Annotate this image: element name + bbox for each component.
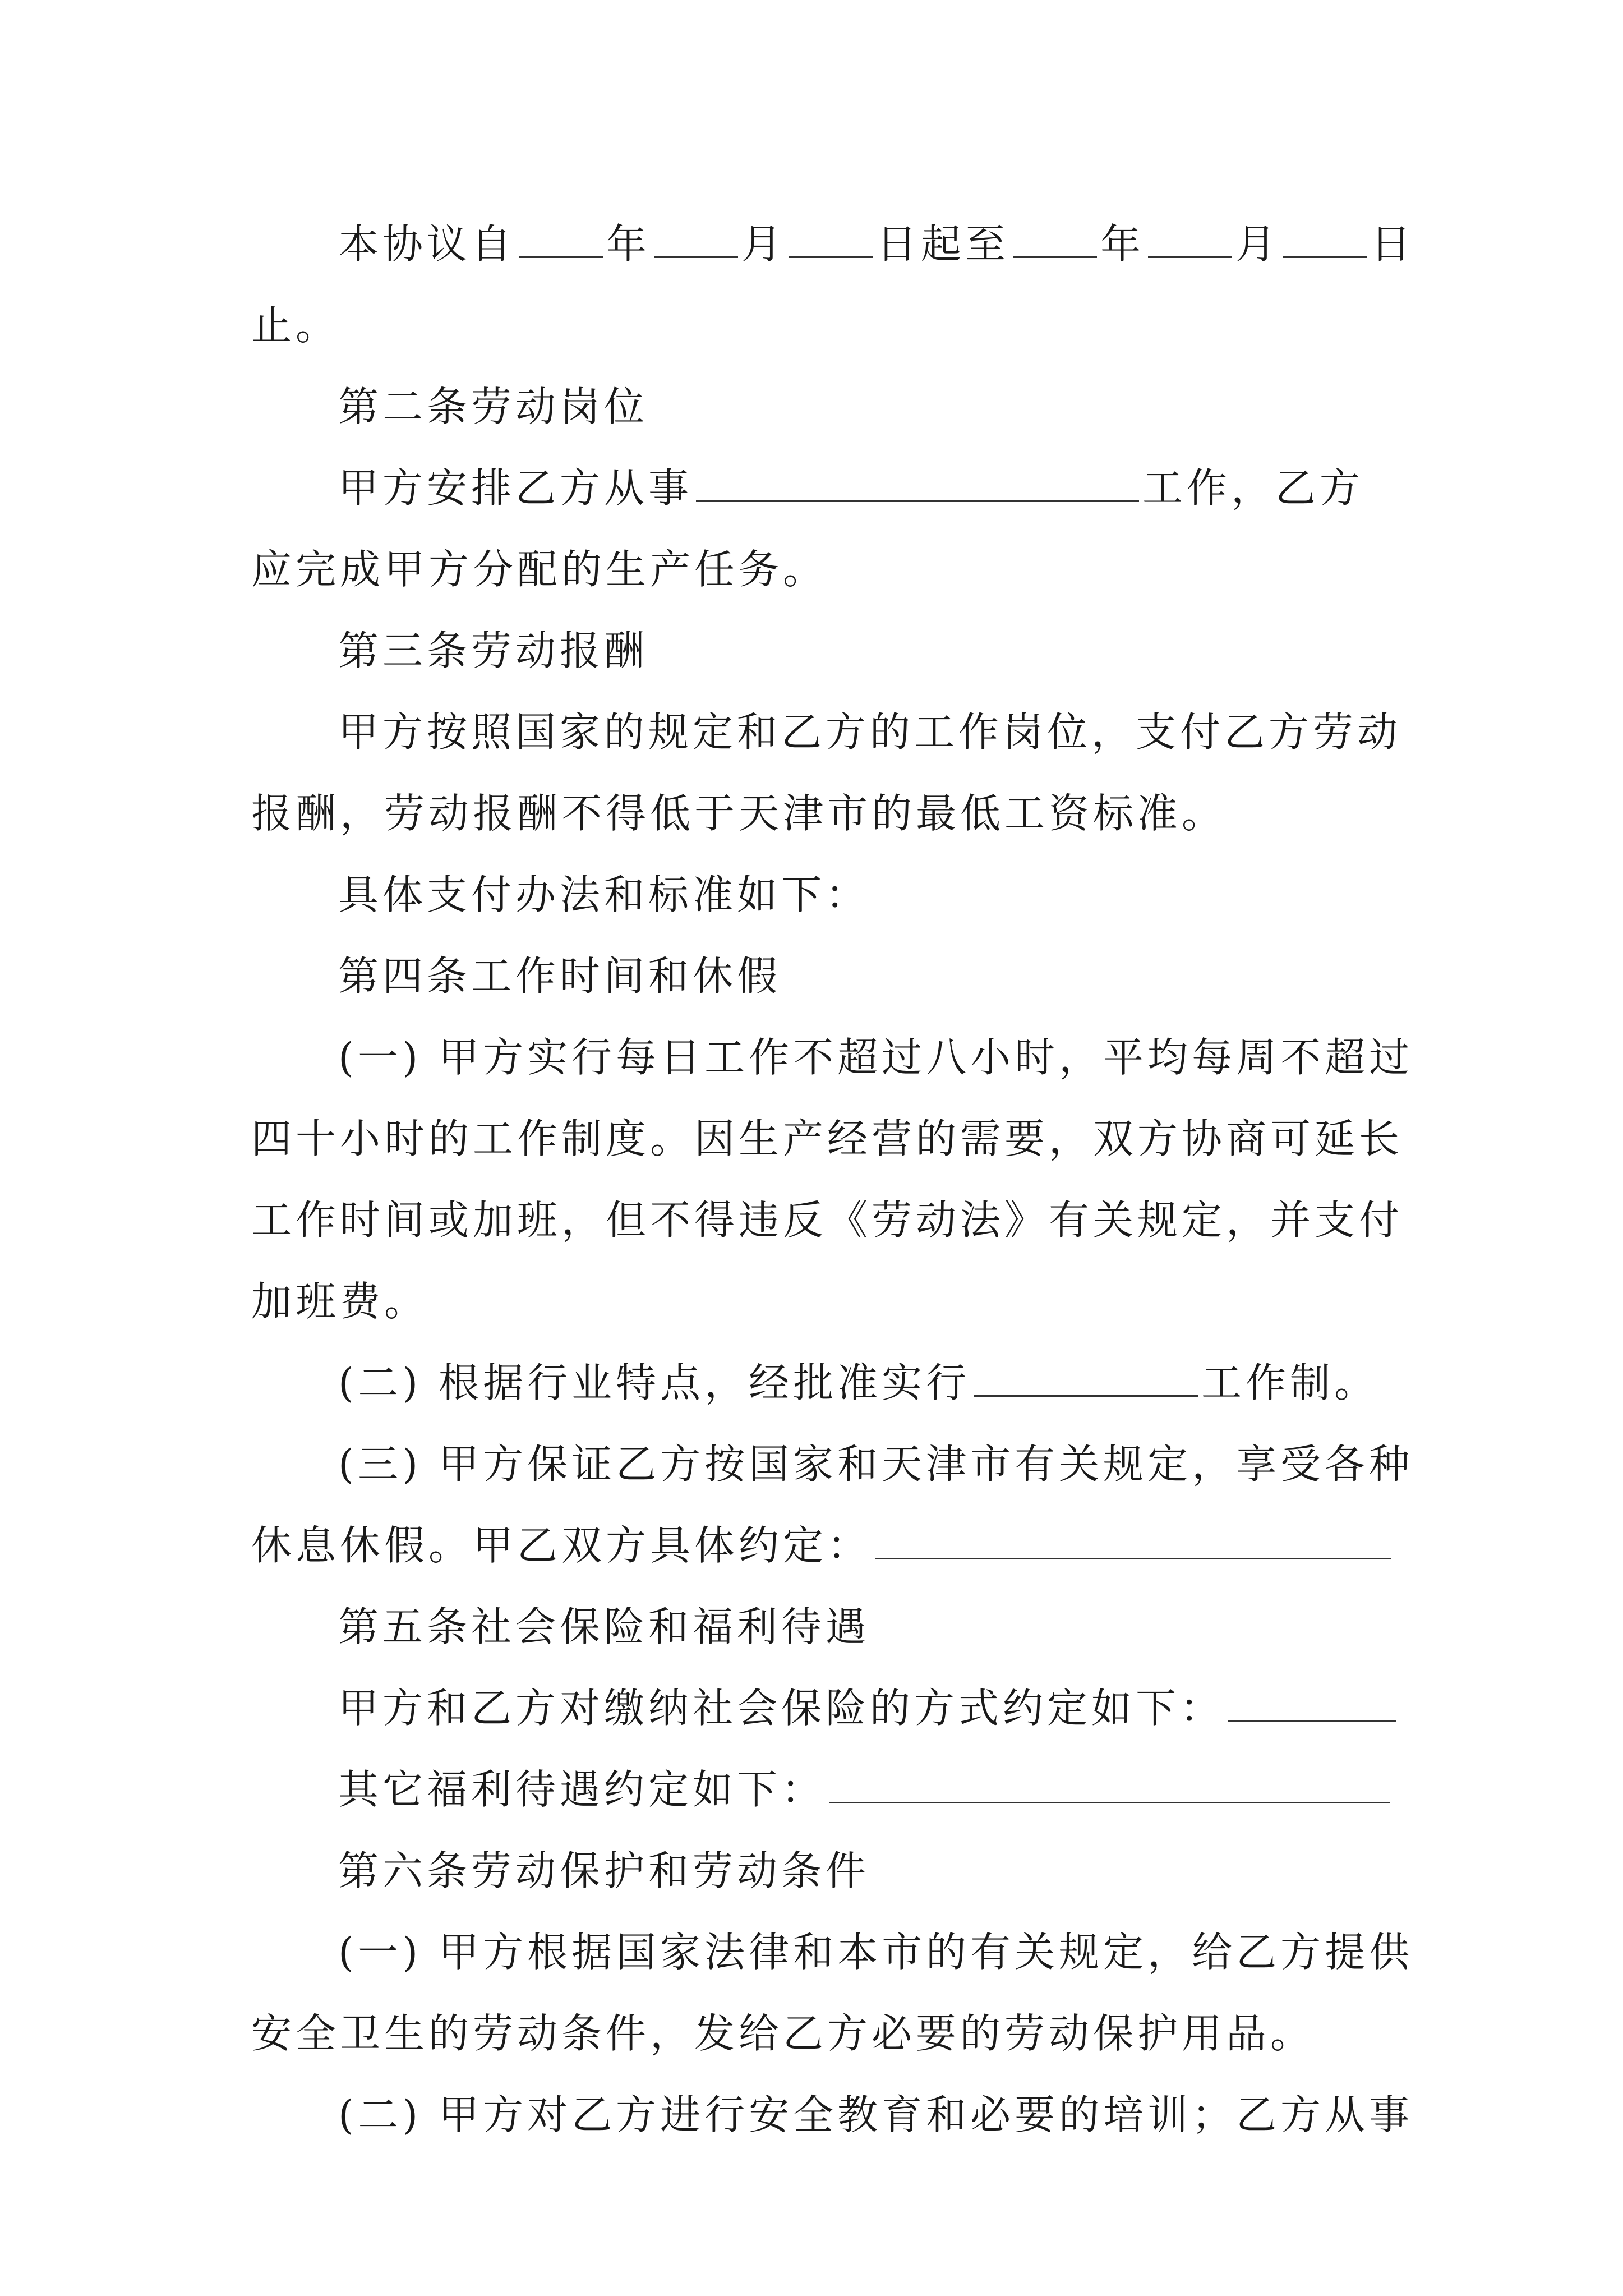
paragraph-line: 应完成甲方分配的生产任务。 — [251, 546, 828, 593]
paragraph-line: (一) 甲方根据国家法律和本市的有关规定，给乙方提供 — [338, 1929, 1414, 1976]
agreement-period-line — [251, 202, 1477, 286]
month-start-blank[interactable] — [654, 224, 738, 258]
section-heading-6: 第六条劳动保护和劳动条件 — [338, 1847, 870, 1894]
text-segment: 休息休假。甲乙双方具体约定： — [251, 1522, 872, 1569]
paragraph-line: 四十小时的工作制度。因生产经营的需要，双方协商可延长 — [251, 1115, 1404, 1162]
text-segment: (二) 根据行业特点，经批准实行 — [338, 1359, 971, 1406]
job-title-blank[interactable] — [696, 468, 1139, 502]
day-end-blank[interactable] — [1283, 224, 1367, 258]
social-insurance-blank[interactable] — [1228, 1688, 1396, 1722]
welfare-blank[interactable] — [829, 1769, 1390, 1803]
text-segment: 本协议自 — [338, 220, 516, 268]
paragraph-line: (一) 甲方实行每日工作不超过八小时，平均每周不超过 — [338, 1034, 1414, 1081]
text-segment: 工作制。 — [1201, 1359, 1379, 1406]
paragraph-line: 安全卫生的劳动条件，发给乙方必要的劳动保护用品。 — [251, 2010, 1315, 2057]
month-end-blank[interactable] — [1148, 224, 1232, 258]
text-segment: 日起至 — [877, 220, 1010, 268]
text-segment: 年 — [1100, 220, 1145, 268]
paragraph-line: (二) 甲方对乙方进行安全教育和必要的培训；乙方从事 — [338, 2091, 1414, 2138]
text-segment: 甲方安排乙方从事 — [338, 464, 693, 512]
text-segment: 月 — [1235, 220, 1280, 268]
paragraph-line: 止。 — [251, 302, 340, 349]
paragraph-line: 具体支付办法和标准如下： — [338, 871, 870, 918]
text-segment: 甲方和乙方对缴纳社会保险的方式约定如下： — [338, 1685, 1225, 1732]
year-end-blank[interactable] — [1013, 224, 1097, 258]
section-heading-4: 第四条工作时间和休假 — [338, 953, 782, 1000]
paragraph-line: 工作时间或加班，但不得违反《劳动法》有关规定，并支付 — [251, 1197, 1404, 1244]
leave-agreement-blank[interactable] — [875, 1525, 1391, 1559]
section-heading-3: 第三条劳动报酬 — [338, 627, 649, 674]
text-segment: 日 — [1371, 220, 1415, 268]
section-heading-2: 第二条劳动岗位 — [338, 383, 649, 430]
text-segment: 工作，乙方 — [1142, 464, 1364, 512]
leave-agreement-line — [251, 1503, 1390, 1588]
year-start-blank[interactable] — [519, 224, 603, 258]
job-assignment-line — [251, 446, 1477, 530]
paragraph-line: 报酬，劳动报酬不得低于天津市的最低工资标准。 — [251, 790, 1227, 837]
social-insurance-line — [251, 1666, 1477, 1750]
day-start-blank[interactable] — [789, 224, 873, 258]
work-system-line — [251, 1341, 1477, 1425]
paragraph-line: 甲方按照国家的规定和乙方的工作岗位，支付乙方劳动 — [338, 708, 1402, 756]
text-segment: 月 — [741, 220, 786, 268]
paragraph-line: (三) 甲方保证乙方按国家和天津市有关规定，享受各种 — [338, 1441, 1414, 1488]
text-segment: 年 — [606, 220, 651, 268]
section-heading-5: 第五条社会保险和福利待遇 — [338, 1603, 870, 1650]
paragraph-line: 加班费。 — [251, 1278, 429, 1325]
welfare-line — [251, 1747, 1477, 1832]
text-segment: 其它福利待遇约定如下： — [338, 1766, 826, 1813]
work-system-blank[interactable] — [974, 1363, 1198, 1397]
